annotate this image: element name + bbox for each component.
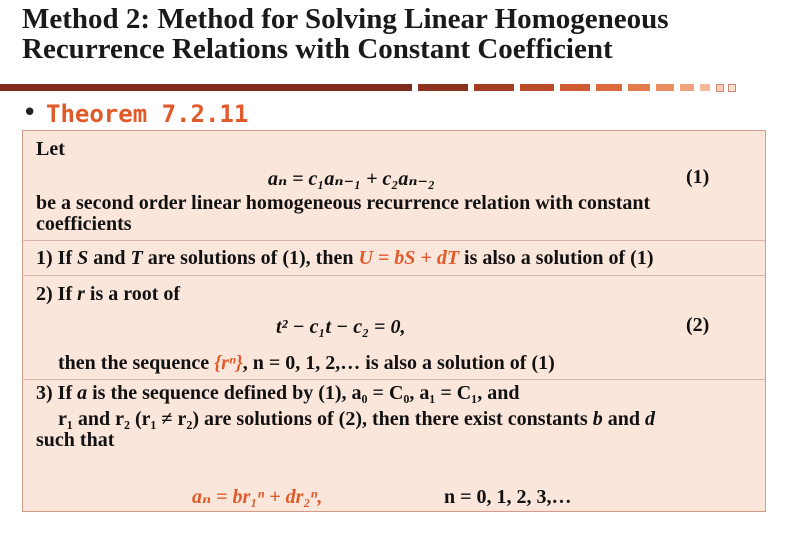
item-2-sequence [58,352,555,374]
item-2-var-r: r [77,283,85,305]
rule-segment [716,84,724,92]
rule-segment [474,84,514,91]
equation-2: t² − c₁t − c₂ = 0, [276,316,406,338]
item-3-line2 [58,408,655,430]
item-3-var-d: d [644,408,655,430]
item-1-var-t: T [130,247,143,269]
equation-1: aₙ = c₁aₙ₋₁ + c₂aₙ₋₂ [268,168,436,190]
item-3-line3: such that [36,429,115,451]
item-1-text: are solutions of (1), then [142,247,359,269]
rule-segment [628,84,650,91]
item-2 [36,283,180,305]
item-2-text: then the sequence [58,352,215,374]
rule-segment [418,84,468,91]
item-3-text: and [602,408,645,430]
item-2-text: 2) If [36,283,78,305]
item-1-text: 1) If [36,247,78,269]
item-3-var-b: b [592,408,603,430]
item-3-var-a: a [77,382,88,404]
item-1-text: is also a solution of (1) [459,247,654,269]
item-1 [36,247,654,269]
row-separator [22,275,766,276]
item-1-text: and [88,247,131,269]
item-1-highlight-formula: U = bS + dT [358,247,460,269]
rule-segment [656,84,674,91]
theorem-heading: Theorem 7.2.11 [46,100,249,128]
item-3-text: is the sequence defined by (1), a₀ = C₀, a₁ = C₁, and [87,382,520,404]
item-2-highlight-sequence: {rⁿ} [214,352,243,374]
item-2-text: is a root of [84,283,181,305]
equation-1-number: (1) [686,166,710,188]
slide-title-line1: Method 2: Method for Solving Linear Homogeneous [22,3,669,35]
row-separator [22,240,766,241]
slide-title [22,4,782,64]
slide-title-line2: Recurrence Relations with Constant Coefficient [22,33,613,65]
item-3 [36,382,519,404]
rule-segment [700,84,710,91]
description-line2: coefficients [36,213,132,235]
item-2-text: , n = 0, 1, 2,… is also a solution of (1) [242,352,555,374]
rule-segment [596,84,622,91]
description-line1: be a second order linear homogeneous recurrence relation with constant [36,192,651,214]
rule-segment [520,84,554,91]
title-rule [0,84,412,91]
final-equation: aₙ = br₁ⁿ + dr₂ⁿ, [192,486,323,508]
row-separator [22,379,766,380]
item-3-text: r₁ and r₂ (r₁ ≠ r₂) are solutions of (2), then there exist constants [58,408,593,430]
item-3-text: 3) If [36,382,78,404]
final-range: n = 0, 1, 2, 3,… [444,486,572,508]
rule-segment [560,84,590,91]
bullet-icon: • [22,98,38,128]
item-1-var-s: S [77,247,89,269]
rule-segment [728,84,736,92]
let-text: Let [36,138,65,160]
equation-2-number: (2) [686,314,710,336]
rule-segment [680,84,694,91]
